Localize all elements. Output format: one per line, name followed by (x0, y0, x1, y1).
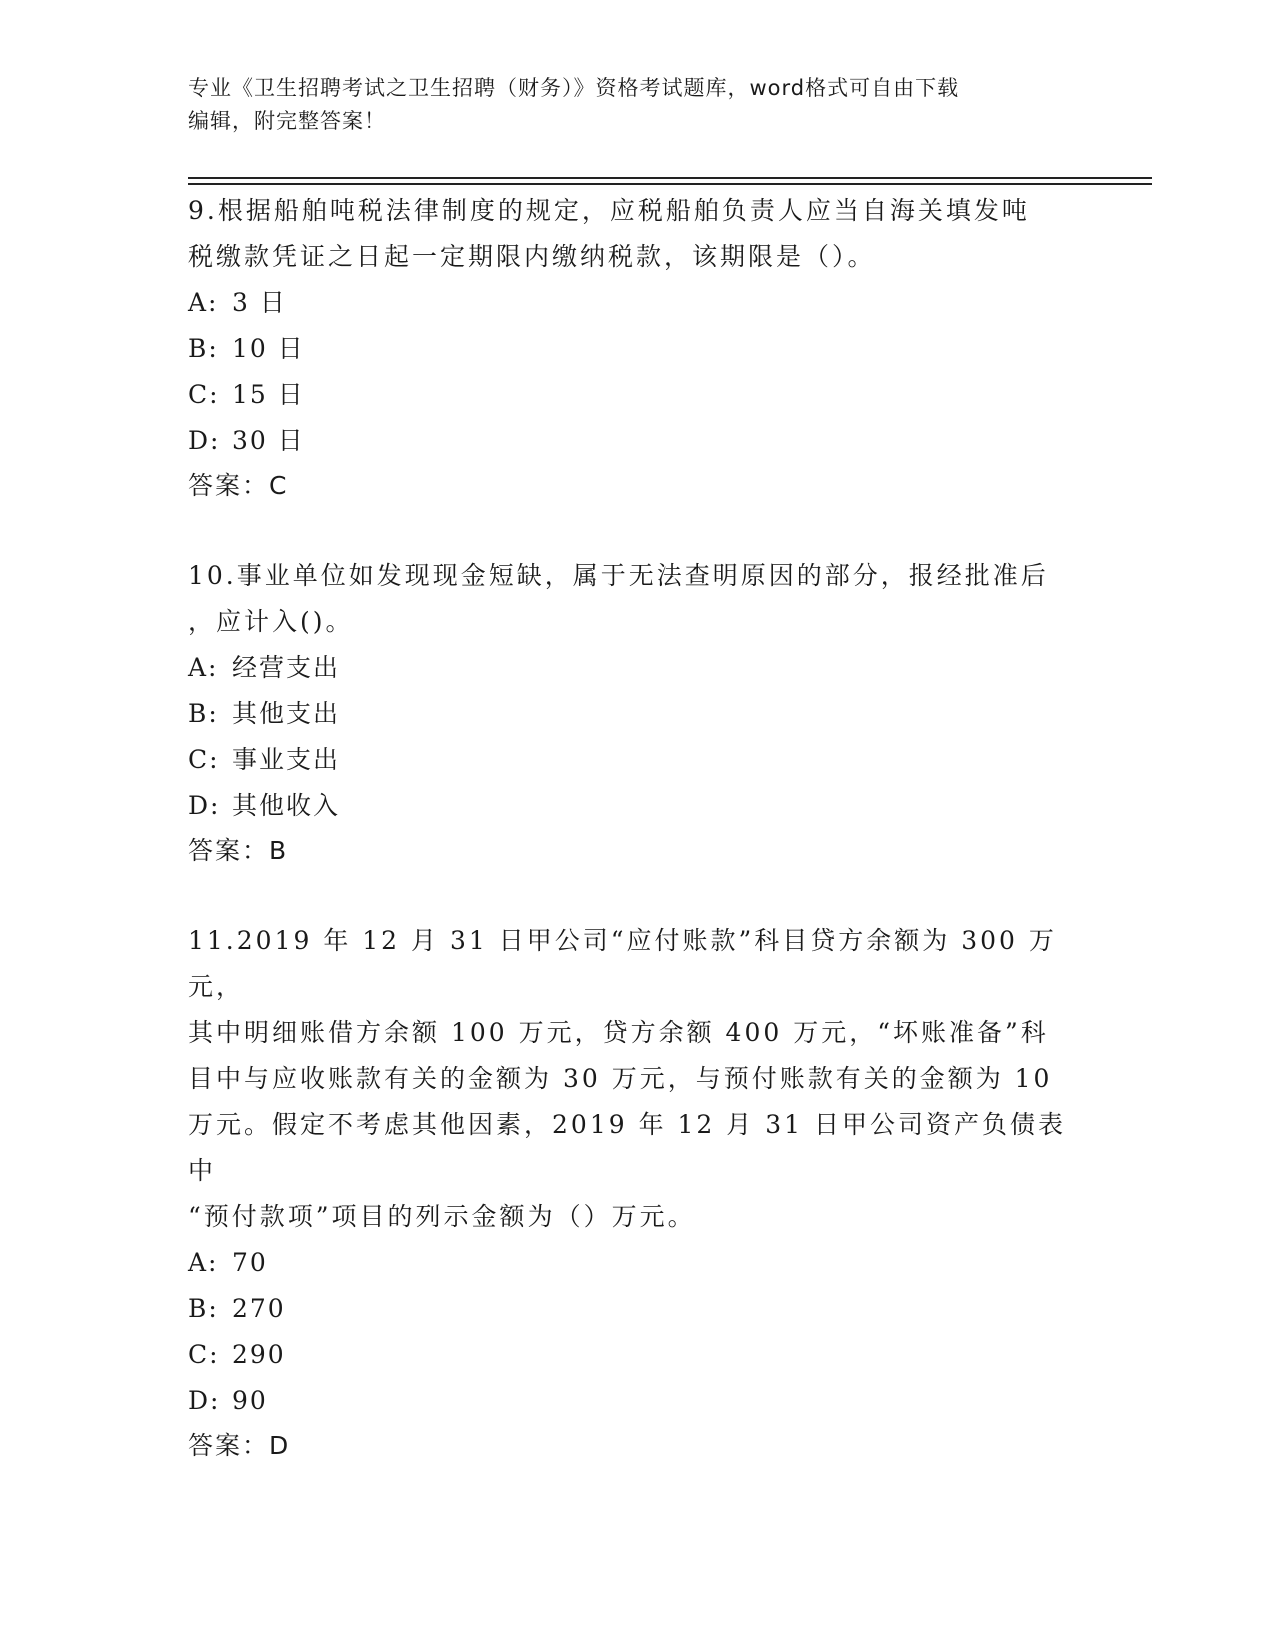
option-text: 其他支出 (232, 699, 341, 728)
option-b (188, 326, 1088, 372)
question-stem-line: 11.2019 年 12 月 31 日甲公司“应付账款”科目贷方余额为 300 万元， (188, 926, 1057, 1001)
question-stem-line: 目中与应收账款有关的金额为 30 万元，与预付账款有关的金额为 10 (188, 1064, 1053, 1093)
option-tag: B: (188, 334, 219, 363)
option-tag: D: (188, 791, 221, 820)
question-11 (188, 918, 1088, 1468)
option-text: 3 日 (232, 288, 287, 317)
option-text: 15 日 (232, 380, 305, 409)
option-tag: C: (188, 745, 220, 774)
option-a (188, 280, 1088, 326)
answer-line: 答案：D (188, 1431, 291, 1460)
option-tag: B: (188, 699, 219, 728)
option-tag: A: (188, 288, 219, 317)
option-tag: B: (188, 1294, 219, 1323)
question-stem-line: 税缴款凭证之日起一定期限内缴纳税款，该期限是（）。 (188, 242, 876, 271)
option-text: 70 (232, 1248, 268, 1277)
option-a (188, 1240, 1088, 1286)
question-stem-line: 万元。假定不考虑其他因素，2019 年 12 月 31 日甲公司资产负债表中 (188, 1110, 1066, 1185)
question-9 (188, 188, 1088, 508)
option-text: 其他收入 (232, 791, 341, 820)
option-text: 事业支出 (232, 745, 341, 774)
option-tag: A: (188, 1248, 219, 1277)
answer-line: 答案：C (188, 471, 289, 500)
header-line-1: 专业《卫生招聘考试之卫生招聘（财务）》资格考试题库，word格式可自由下载 (188, 76, 960, 100)
question-stem-line: “预付款项”项目的列示金额为（）万元。 (188, 1202, 696, 1231)
option-text: 30 日 (232, 426, 305, 455)
option-tag: C: (188, 1340, 220, 1369)
option-text: 经营支出 (232, 653, 341, 682)
option-b (188, 1286, 1088, 1332)
option-c (188, 1332, 1088, 1378)
option-c (188, 737, 1088, 783)
option-tag: A: (188, 653, 219, 682)
option-a (188, 645, 1088, 691)
question-stem-line: ，应计入()。 (188, 607, 354, 636)
option-text: 290 (232, 1340, 286, 1369)
option-b (188, 691, 1088, 737)
option-d (188, 783, 1088, 829)
option-tag: C: (188, 380, 220, 409)
option-text: 90 (232, 1386, 268, 1415)
option-c (188, 372, 1088, 418)
option-tag: D: (188, 1386, 221, 1415)
document-header (188, 72, 1088, 138)
answer-line: 答案：B (188, 836, 289, 865)
option-d (188, 418, 1088, 464)
header-divider-top (188, 177, 1152, 179)
option-text: 270 (232, 1294, 286, 1323)
option-text: 10 日 (232, 334, 305, 363)
question-stem-line: 9.根据船舶吨税法律制度的规定，应税船舶负责人应当自海关填发吨 (188, 196, 1030, 225)
question-stem-line: 10.事业单位如发现现金短缺，属于无法查明原因的部分，报经批准后 (188, 561, 1049, 590)
header-line-2: 编辑，附完整答案！ (188, 109, 386, 133)
question-stem-line: 其中明细账借方余额 100 万元，贷方余额 400 万元，“坏账准备”科 (188, 1018, 1049, 1047)
question-10 (188, 553, 1088, 873)
option-d (188, 1378, 1088, 1424)
option-tag: D: (188, 426, 221, 455)
header-divider-bottom (188, 183, 1152, 185)
